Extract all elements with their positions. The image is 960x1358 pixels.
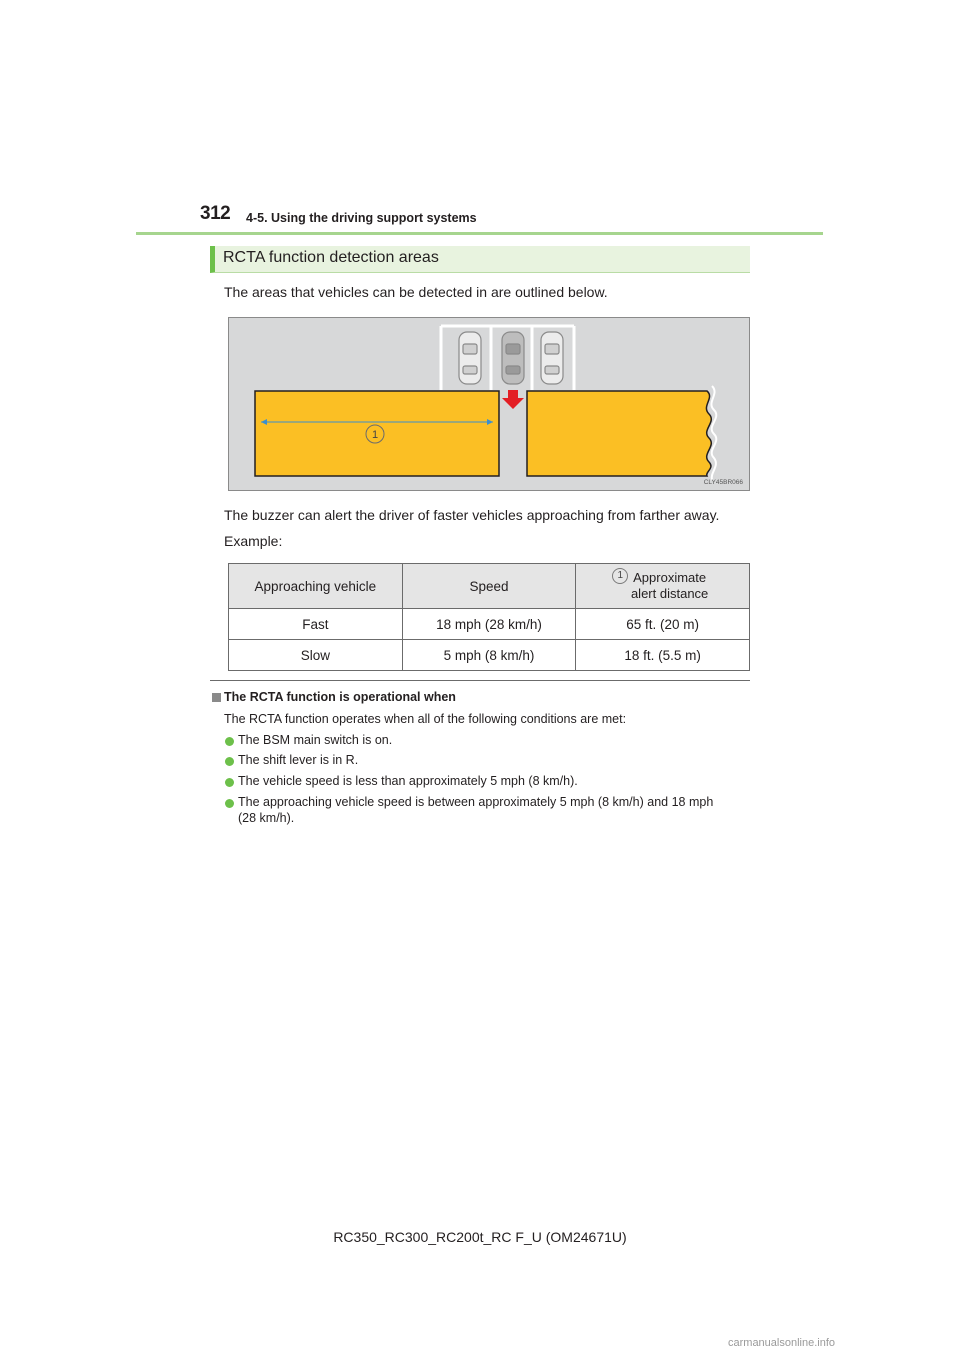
section-title: RCTA function detection areas	[223, 249, 439, 266]
example-table	[228, 563, 750, 671]
document-footer: RC350_RC300_RC200t_RC F_U (OM24671U)	[333, 1229, 627, 1245]
header-divider	[136, 232, 823, 235]
table-header-row	[229, 564, 750, 609]
page-number: 312	[200, 203, 231, 224]
bullet-dot-icon	[225, 778, 234, 787]
header-speed: Speed	[402, 564, 576, 609]
notes-divider	[210, 680, 750, 681]
header-alert-distance-line2: alert distance	[630, 586, 709, 601]
right-detection-zone	[527, 391, 711, 476]
parked-car-right-icon	[541, 332, 563, 384]
table-cell: 5 mph (8 km/h)	[402, 640, 576, 671]
watermark: carmanualsonline.info	[728, 1337, 836, 1349]
buzzer-paragraph: The buzzer can alert the driver of faster vehicles approaching from farther away.	[224, 507, 720, 523]
callout-1-badge: 1	[612, 568, 628, 584]
table-cell: 18 mph (28 km/h)	[402, 609, 576, 640]
bullet-dot-icon	[225, 737, 234, 746]
reversing-car-icon	[502, 332, 524, 384]
condition-item: The vehicle speed is less than approximately 5 mph (8 km/h).	[238, 774, 578, 788]
notes-lead: The RCTA function operates when all of the following conditions are met:	[224, 712, 627, 726]
figure-code: CLY45BR066	[703, 479, 743, 486]
detection-area-illustration	[228, 317, 750, 491]
example-label: Example:	[224, 533, 283, 549]
table-cell: 18 ft. (5.5 m)	[576, 640, 750, 671]
condition-item: The approaching vehicle speed is between approximately 5 mph (8 km/h) and 18 mph	[238, 795, 714, 809]
chapter-section-title: 4-5. Using the driving support systems	[246, 211, 477, 225]
table-cell: Slow	[229, 640, 403, 671]
table-cell: 65 ft. (20 m)	[576, 609, 750, 640]
condition-item: The BSM main switch is on.	[238, 733, 393, 747]
table-row	[229, 609, 750, 640]
header-alert-distance-line1: Approximate	[633, 570, 707, 585]
callout-1-label: 1	[371, 429, 379, 441]
bullet-dot-icon	[225, 757, 234, 766]
table-cell: Fast	[229, 609, 403, 640]
table-row	[229, 640, 750, 671]
reverse-direction-arrow-icon	[502, 390, 524, 409]
parked-car-left-icon	[459, 332, 481, 384]
condition-item-continued: (28 km/h).	[238, 811, 295, 825]
header-alert-distance	[576, 564, 750, 609]
square-bullet-icon	[212, 693, 221, 702]
condition-item: The shift lever is in R.	[238, 753, 359, 767]
notes-heading: The RCTA function is operational when	[224, 690, 456, 704]
detection-area-diagram	[229, 318, 749, 490]
header-approaching-vehicle: Approaching vehicle	[229, 564, 403, 609]
intro-paragraph: The areas that vehicles can be detected in are outlined below.	[224, 284, 608, 300]
bullet-dot-icon	[225, 799, 234, 808]
